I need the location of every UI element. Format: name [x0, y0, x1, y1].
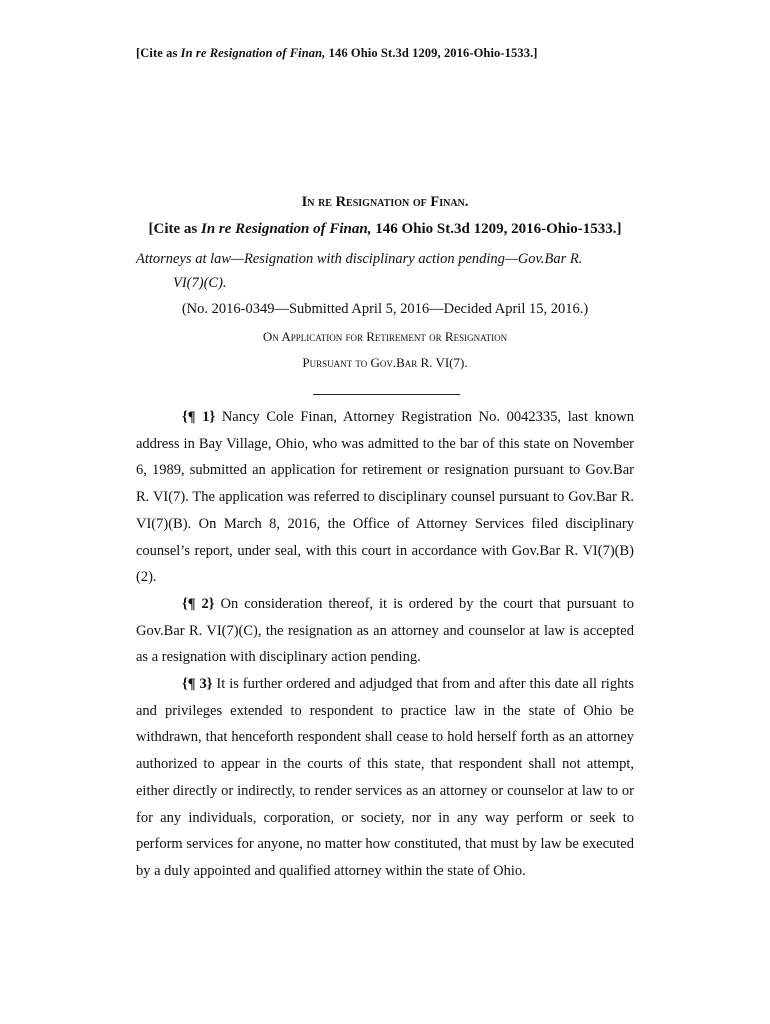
running-head-case-name: In re Resignation of Finan, [180, 46, 326, 60]
citation-prefix: [Cite as [148, 221, 201, 237]
paragraph-1 [136, 404, 634, 591]
application-heading-line-2: Pursuant to Gov.Bar R. VI(7). [302, 355, 468, 370]
paragraph-number: {¶ 1} [182, 409, 216, 425]
opinion-body [136, 404, 634, 885]
paragraph-text: Nancy Cole Finan, Attorney Registration No. 0042335, last known address in Bay Village, Ohio, who was admitted to the bar of this state on November 6, 1989, submitted an application for retirement or resignation pursuant to Gov.Bar R. VI(7). The application was referred to disciplinary counsel pursuant to Gov.Bar R. VI(7)(B). On March 8, 2016, the Office of Attorney Services filed disciplinary counsel’s report, under seal, with this court in accordance with Gov.Bar R. VI(7)(B)(2). [136, 409, 634, 586]
syllabus-line-1: Attorneys at law—Resignation with disciplinary action pending—Gov.Bar R. [136, 251, 583, 267]
case-title: In re Resignation of Finan. [301, 194, 469, 210]
paragraph-number: {¶ 2} [182, 595, 215, 612]
section-divider-rule [313, 394, 460, 395]
syllabus [136, 247, 634, 295]
running-head-prefix: [Cite as [136, 46, 181, 60]
citation-case-name: In re Resignation of Finan, [201, 221, 372, 237]
paragraph-3 [136, 671, 634, 885]
paragraph-2 [136, 591, 634, 671]
running-head-citation [136, 46, 538, 61]
running-head-suffix: 146 Ohio St.3d 1209, 2016-Ohio-1533.] [325, 46, 538, 60]
paragraph-number: {¶ 3} [182, 676, 213, 693]
docket-line: (No. 2016-0349—Submitted April 5, 2016—Decided April 15, 2016.) [181, 301, 589, 317]
citation-line [0, 221, 770, 238]
syllabus-line-2: VI(7)(C). [173, 275, 227, 291]
paragraph-text: On consideration thereof, it is ordered by the court that pursuant to Gov.Bar R. VI(7)(C), the resignation as an attorney and counselor at law is accepted as a resignation with disciplinary action pending. [136, 595, 634, 666]
citation-suffix: 146 Ohio St.3d 1209, 2016-Ohio-1533.] [371, 221, 622, 237]
application-heading-line-1: On Application for Retirement or Resignation [262, 329, 508, 344]
paragraph-text: It is further ordered and adjudged that from and after this date all rights and privileges extended to respondent to practice law in the state of Ohio be withdrawn, that henceforth respondent shall cease to hold herself forth as an attorney authorized to appear in the courts of this state, that respondent shall not attempt, either directly or indirectly, to render services as an attorney or counselor at law to or for any individuals, corporation, or society, nor in any way perform or seek to perform services for anyone, no matter how constituted, that must by law be executed by a duly appointed and qualified attorney within the state of Ohio. [136, 676, 634, 879]
